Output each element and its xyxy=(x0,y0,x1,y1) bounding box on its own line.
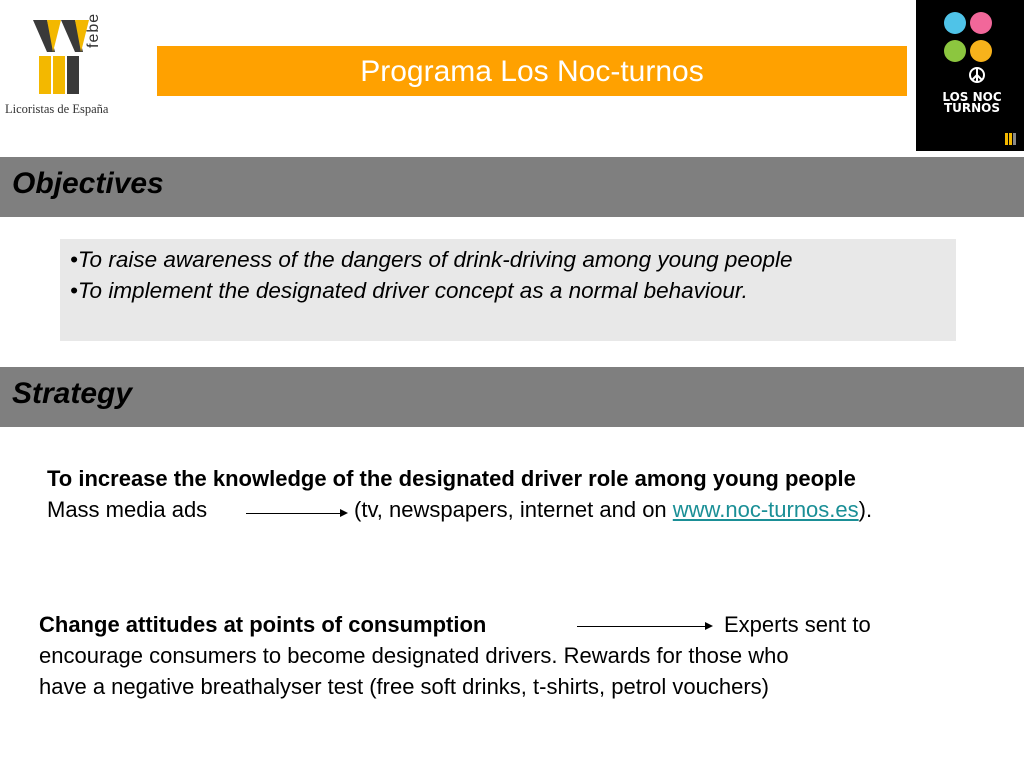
face-icon xyxy=(944,12,966,34)
arrow-right-icon xyxy=(246,513,346,514)
strategy-block2-line2: encourage consumers to become designated drivers. Rewards for those who xyxy=(39,643,789,668)
strategy-block2-line1: Experts sent to xyxy=(724,612,871,637)
objectives-box xyxy=(60,239,956,341)
strategy-block1-right-after: ). xyxy=(858,497,873,522)
los-noc-turnos-poster xyxy=(916,0,1024,151)
strategy-heading: Strategy xyxy=(12,377,133,410)
strategy-block1-right-before: (tv, newspapers, internet and on xyxy=(354,497,673,522)
objectives-heading: Objectives xyxy=(12,167,164,200)
strategy-block1-title: To increase the knowledge of the designated driver role among young people xyxy=(47,466,856,491)
strategy-block1-left: Mass media ads xyxy=(47,497,208,522)
logo-wordmark: Licoristas de España xyxy=(5,102,109,116)
arrow-right-icon xyxy=(577,626,711,627)
febe-logo xyxy=(3,8,130,118)
febe-logo-mark xyxy=(3,8,130,103)
objectives-header xyxy=(0,157,1024,217)
strategy-block2-line3: have a negative breathalyser test (free soft drinks, t-shirts, petrol vouchers) xyxy=(39,674,769,699)
poster-title: LOS NOC TURNOS xyxy=(942,90,1002,115)
febe-mini-logo xyxy=(1004,132,1018,146)
noc-turnos-link[interactable]: www.noc-turnos.es xyxy=(672,497,859,522)
face-icon xyxy=(944,40,966,62)
objective-item: •To raise awareness of the dangers of drink-driving among young people xyxy=(70,247,793,272)
strategy-block2-title: Change attitudes at points of consumption xyxy=(39,612,487,637)
peace-sign-icon xyxy=(968,66,986,84)
page-title: Programa Los Noc-turnos xyxy=(360,55,704,88)
face-icon xyxy=(970,40,992,62)
strategy-header xyxy=(0,367,1024,427)
title-bar xyxy=(157,46,907,96)
face-icon xyxy=(970,12,992,34)
strategy-block1-right xyxy=(354,497,872,523)
logo-side-text: febe xyxy=(85,12,102,48)
objective-item: •To implement the designated driver concept as a normal behaviour. xyxy=(70,278,748,303)
